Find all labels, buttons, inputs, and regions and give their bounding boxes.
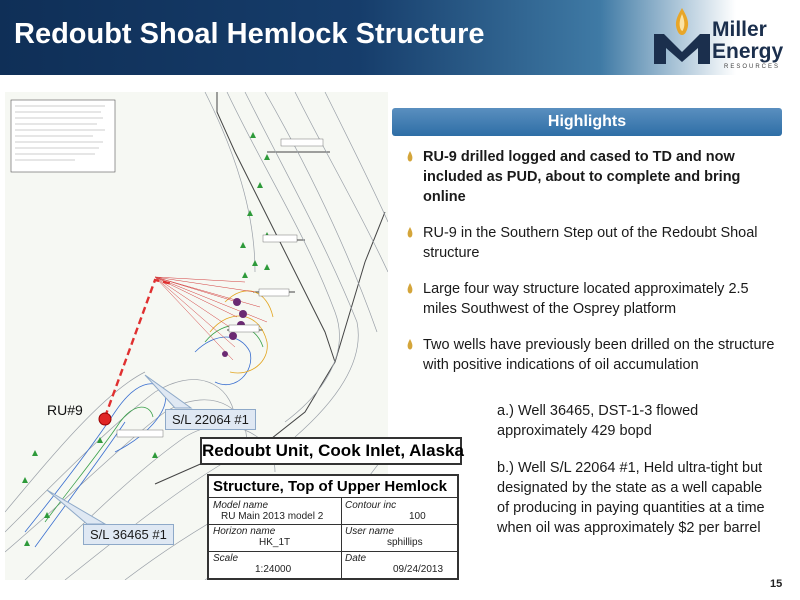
highlight-text: Large four way structure located approximately 2.5 miles Southwest of the Osprey platform — [423, 281, 749, 317]
title-block-divider — [209, 551, 457, 552]
callout-sl-36465: S/L 36465 #1 — [83, 524, 174, 545]
highlight-sub-item-a: a.) Well 36465, DST-1-3 flowed approximately 429 bopd — [497, 403, 699, 439]
user-value: sphillips — [387, 537, 423, 548]
highlight-text: RU-9 drilled logged and cased to TD and now included as PUD, about to complete and bring online — [423, 149, 741, 205]
date-label: Date — [345, 553, 367, 564]
title-bar — [0, 0, 800, 75]
ru9-well-label: RU#9 — [47, 402, 83, 418]
flame-bullet-icon — [407, 151, 413, 162]
highlights-header: Highlights — [392, 108, 782, 136]
map-title-block — [207, 474, 459, 580]
highlight-text: RU-9 in the Southern Step out of the Redoubt Shoal structure — [423, 225, 758, 261]
user-label: User name — [345, 526, 394, 537]
miller-energy-logo — [650, 6, 800, 74]
contour-value: 100 — [409, 511, 426, 522]
title-block-divider — [209, 524, 457, 525]
logo-line-3: RESOURCES — [724, 64, 781, 70]
highlight-text: Two wells have previously been drilled on the structure with positive indications of oil accumulation — [423, 337, 775, 373]
logo-mark-icon — [650, 6, 714, 68]
map-unit-title: Redoubt Unit, Cook Inlet, Alaska — [200, 437, 462, 465]
scale-label: Scale — [213, 553, 239, 564]
logo-line-2: Energy — [712, 40, 784, 63]
callout-sl-22064: S/L 22064 #1 — [165, 409, 256, 430]
contour-label: Contour inc — [345, 500, 397, 511]
date-value: 09/24/2013 — [393, 564, 444, 575]
highlight-sub-item-b: b.) Well S/L 22064 #1, Held ultra-tight but designated by the state as a well capable of producing in paying quantities at a time when oil was approximately $2 per barrel — [497, 460, 765, 536]
page-number: 15 — [770, 578, 783, 590]
title-block-heading: Structure, Top of Upper Hemlock — [209, 476, 457, 498]
model-name-label: Model name — [213, 500, 269, 511]
flame-bullet-icon — [407, 283, 413, 294]
flame-bullet-icon — [407, 227, 413, 238]
title-block-column-divider — [341, 498, 342, 578]
slide-title: Redoubt Shoal Hemlock Structure — [14, 18, 485, 50]
scale-value: 1:24000 — [255, 564, 292, 575]
model-name-value: RU Main 2013 model 2 — [221, 511, 324, 522]
horizon-value: HK_1T — [259, 537, 291, 548]
logo-line-1: Miller — [712, 18, 767, 41]
flame-bullet-icon — [407, 339, 413, 350]
horizon-label: Horizon name — [213, 526, 276, 537]
